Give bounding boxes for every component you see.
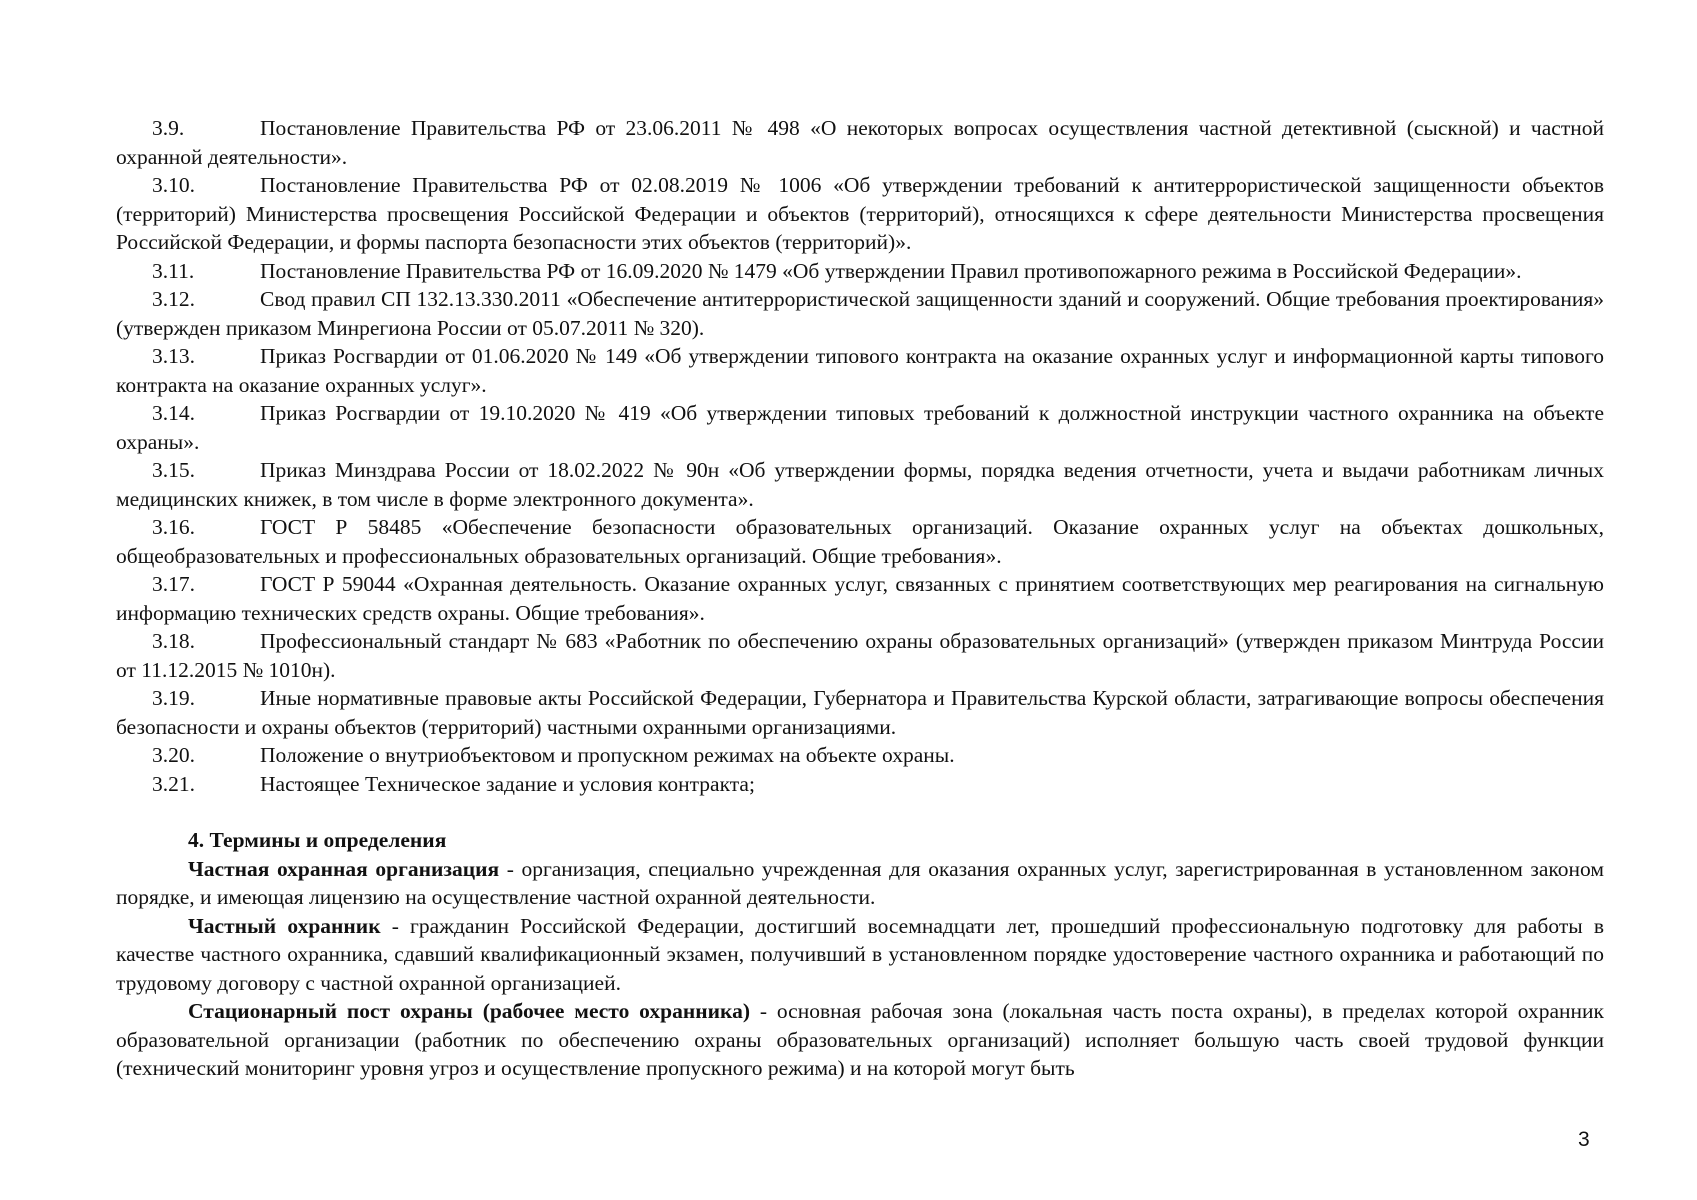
- definition-term: Частный охранник: [188, 913, 381, 938]
- item-number: 3.11.: [152, 258, 195, 283]
- item-text: Настоящее Техническое задание и условия контракта;: [260, 771, 755, 796]
- item-number: 3.16.: [152, 515, 195, 539]
- item-text: Свод правил СП 132.13.330.2011 «Обеспечение антитеррористической защищенности зданий и сооружений. Общие требования проектирования» (утвержден приказом Минрегиона России от 05.07.2011 № 320).: [116, 287, 1604, 340]
- section-spacer: [116, 798, 1604, 826]
- definition-term: Частная охранная организация: [188, 856, 500, 881]
- list-item-3-17: [116, 570, 1604, 627]
- item-number: 3.21.: [152, 771, 195, 796]
- section-heading: 4. Термины и определения: [188, 828, 447, 852]
- list-item-3-9: [116, 114, 1604, 171]
- list-item-3-13: [116, 342, 1604, 399]
- list-item-3-21: [116, 770, 1604, 799]
- item-text: Профессиональный стандарт № 683 «Работник по обеспечению охраны образовательных организаций» (утвержден приказом Минтруда России от 11.12.2015 № 1010н).: [116, 629, 1604, 682]
- item-text: ГОСТ Р 59044 «Охранная деятельность. Оказание охранных услуг, связанных с принятием соответствующих мер реагирования на сигнальную информацию технических средств охраны. Общие требования».: [116, 572, 1604, 625]
- definition-stationary-post: [116, 997, 1604, 1083]
- item-number: 3.20.: [152, 743, 195, 767]
- list-item-3-15: [116, 456, 1604, 513]
- definition-text: - основная рабочая зона (локальная часть поста охраны), в пределах которой охранник образовательной организации (работник по обеспечению охраны образовательных организаций) исполняет большую часть своей трудовой функции (технический мониторинг уровня угроз и осуществление пропускного режима) и на которой могут быть: [116, 999, 1604, 1080]
- list-item-3-11: [116, 257, 1604, 286]
- definition-private-guard: [116, 912, 1604, 998]
- definition-private-security-organization: [116, 855, 1604, 912]
- normative-acts-list: [116, 114, 1604, 798]
- item-number: 3.9.: [152, 116, 185, 140]
- list-item-3-14: [116, 399, 1604, 456]
- definition-text: - гражданин Российской Федерации, достигший восемнадцати лет, прошедший профессиональную подготовку для работы в качестве частного охранника, сдавший квалификационный экзамен, получивший в установленном порядке удостоверение частного охранника и работающий по трудовому договору с частной охранной организацией.: [116, 913, 1604, 995]
- terms-section: [116, 826, 1604, 1083]
- item-number: 3.19.: [152, 686, 195, 710]
- item-number: 3.15.: [152, 458, 195, 482]
- item-text: Приказ Минздрава России от 18.02.2022 № 90н «Об утверждении формы, порядка ведения отчетности, учета и выдачи работникам личных медицинских книжек, в том числе в форме электронного документа».: [116, 458, 1604, 511]
- definition-term: Стационарный пост охраны (рабочее место охранника): [188, 999, 750, 1023]
- list-item-3-12: [116, 285, 1604, 342]
- item-text: Приказ Росгвардии от 19.10.2020 № 419 «Об утверждении типовых требований к должностной инструкции частного охранника на объекте охраны».: [116, 401, 1604, 454]
- list-item-3-18: [116, 627, 1604, 684]
- list-item-3-19: [116, 684, 1604, 741]
- item-text: Постановление Правительства РФ от 02.08.2019 № 1006 «Об утверждении требований к антитеррористической защищенности объектов (территорий) Министерства просвещения Российской Федерации и объектов (территорий), относящихся к сфере деятельности Министерства просвещения Российской Федерации, и формы паспорта безопасности этих объектов (территорий)».: [116, 173, 1604, 254]
- item-text: Приказ Росгвардии от 01.06.2020 № 149 «Об утверждении типового контракта на оказание охранных услуг и информационной карты типового контракта на оказание охранных услуг».: [116, 344, 1604, 397]
- definition-text: - организация, специально учрежденная для оказания охранных услуг, зарегистрированная в установленном законом порядке, и имеющая лицензию на осуществление частной охранной деятельности.: [116, 856, 1604, 909]
- item-number: 3.17.: [152, 572, 195, 596]
- item-number: 3.13.: [152, 344, 195, 368]
- item-number: 3.12.: [152, 287, 195, 311]
- list-item-3-20: [116, 741, 1604, 770]
- list-item-3-16: [116, 513, 1604, 570]
- list-item-3-10: [116, 171, 1604, 257]
- item-number: 3.14.: [152, 401, 195, 425]
- item-number: 3.10.: [152, 173, 195, 197]
- item-text: Постановление Правительства РФ от 16.09.2020 № 1479 «Об утверждении Правил противопожарного режима в Российской Федерации».: [260, 258, 1522, 283]
- item-text: Иные нормативные правовые акты Российской Федерации, Губернатора и Правительства Курской области, затрагивающие вопросы обеспечения безопасности и охраны объектов (территорий) частными охранными организациями.: [116, 686, 1604, 739]
- item-text: Постановление Правительства РФ от 23.06.2011 № 498 «О некоторых вопросах осуществления частной детективной (сыскной) и частной охранной деятельности».: [116, 116, 1604, 169]
- item-text: ГОСТ Р 58485 «Обеспечение безопасности образовательных организаций. Оказание охранных услуг на объектах дошкольных, общеобразовательных и профессиональных образовательных организаций. Общие требования».: [116, 515, 1604, 568]
- item-number: 3.18.: [152, 629, 195, 653]
- page-number: 3: [1578, 1128, 1590, 1151]
- document-page: [116, 114, 1604, 1083]
- item-text: Положение о внутриобъектовом и пропускном режимах на объекте охраны.: [260, 743, 955, 767]
